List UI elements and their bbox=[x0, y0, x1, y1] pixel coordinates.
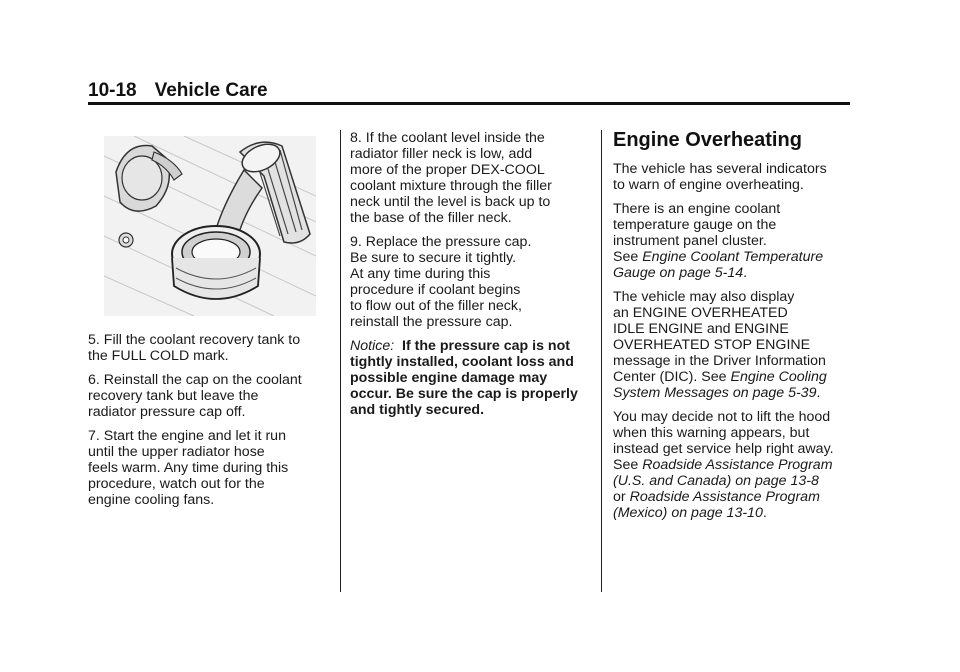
text-line: recovery tank but leave the bbox=[88, 388, 259, 404]
paragraph bbox=[613, 289, 863, 401]
step-5 bbox=[88, 332, 334, 364]
cross-reference-link[interactable]: Engine Coolant Temperature bbox=[642, 249, 824, 265]
step-6 bbox=[88, 372, 334, 420]
text-line: 7. Start the engine and let it run bbox=[88, 428, 286, 444]
text-line: 5. Fill the coolant recovery tank to bbox=[88, 332, 301, 348]
section-title: Vehicle Care bbox=[154, 80, 268, 101]
text-line: 8. If the coolant level inside the bbox=[350, 130, 545, 146]
section-heading: Engine Overheating bbox=[613, 129, 802, 151]
cross-reference-link[interactable]: Engine Cooling bbox=[730, 369, 827, 385]
text-line: to flow out of the filler neck, bbox=[350, 298, 522, 314]
cross-reference-link[interactable]: (U.S. and Canada) on page 13-8 bbox=[613, 473, 819, 489]
step-8 bbox=[350, 130, 598, 226]
text-line: an ENGINE OVERHEATED bbox=[613, 305, 788, 321]
text-line: when this warning appears, but bbox=[613, 425, 810, 441]
step-7 bbox=[88, 428, 334, 508]
text-see: See bbox=[613, 249, 639, 265]
text-line: until the upper radiator hose bbox=[88, 444, 265, 460]
text-line: The vehicle has several indicators bbox=[613, 161, 827, 177]
text-line: neck until the level is back up to bbox=[350, 194, 551, 210]
text-period: . bbox=[762, 505, 767, 521]
text-line: instead get service help right away. bbox=[613, 441, 834, 457]
text-period: . bbox=[743, 265, 748, 281]
text-line: Be sure to secure it tightly. bbox=[350, 250, 517, 266]
text-line: Center (DIC). See bbox=[613, 369, 727, 385]
text-line: more of the proper DEX-COOL bbox=[350, 162, 545, 178]
notice-text: and tightly secured. bbox=[350, 402, 485, 418]
text-line: instrument panel cluster. bbox=[613, 233, 767, 249]
text-or: or bbox=[613, 489, 626, 505]
header-rule bbox=[88, 102, 850, 105]
text-period: . bbox=[816, 385, 821, 401]
column-divider-1 bbox=[340, 130, 341, 592]
text-line: radiator pressure cap off. bbox=[88, 404, 246, 420]
text-line: feels warm. Any time during this bbox=[88, 460, 289, 476]
text-see: See bbox=[613, 457, 639, 473]
cross-reference-link[interactable]: Gauge on page 5-14 bbox=[613, 265, 744, 281]
step-9 bbox=[350, 234, 598, 330]
cross-reference-link[interactable]: Roadside Assistance Program bbox=[642, 457, 833, 473]
text-line: temperature gauge on the bbox=[613, 217, 777, 233]
text-line: At any time during this bbox=[350, 266, 491, 282]
page-header bbox=[88, 80, 268, 102]
paragraph bbox=[613, 161, 863, 193]
notice-text: occur. Be sure the cap is properly bbox=[350, 386, 578, 402]
cross-reference-link[interactable]: Roadside Assistance Program bbox=[629, 489, 820, 505]
text-line: 6. Reinstall the cap on the coolant bbox=[88, 372, 302, 388]
text-line: You may decide not to lift the hood bbox=[613, 409, 831, 425]
text-line: message in the Driver Information bbox=[613, 353, 826, 369]
text-line: procedure if coolant begins bbox=[350, 282, 521, 298]
radiator-filler-funnel-illustration bbox=[104, 136, 316, 316]
column-1 bbox=[88, 332, 334, 516]
cross-reference-link[interactable]: (Mexico) on page 13-10 bbox=[613, 505, 763, 521]
column-3 bbox=[613, 128, 863, 529]
text-line: the base of the filler neck. bbox=[350, 210, 512, 226]
notice-text: tightly installed, coolant loss and bbox=[350, 354, 574, 370]
cross-reference-link[interactable]: System Messages on page 5-39 bbox=[613, 385, 817, 401]
text-line: coolant mixture through the filler bbox=[350, 178, 552, 194]
text-line: to warn of engine overheating. bbox=[613, 177, 804, 193]
paragraph bbox=[613, 201, 863, 281]
text-line: the FULL COLD mark. bbox=[88, 348, 229, 364]
text-line: radiator filler neck is low, add bbox=[350, 146, 533, 162]
column-2 bbox=[350, 130, 598, 418]
text-line: The vehicle may also display bbox=[613, 289, 795, 305]
text-line: IDLE ENGINE and ENGINE bbox=[613, 321, 789, 337]
text-line: 9. Replace the pressure cap. bbox=[350, 234, 532, 250]
notice-label: Notice: bbox=[350, 338, 395, 354]
notice-text: possible engine damage may bbox=[350, 370, 548, 386]
text-line: There is an engine coolant bbox=[613, 201, 781, 217]
text-line: engine cooling fans. bbox=[88, 492, 215, 508]
column-divider-2 bbox=[601, 130, 602, 592]
notice-text: If the pressure cap is not bbox=[402, 338, 570, 354]
notice bbox=[350, 338, 598, 418]
page-number: 10-18 bbox=[88, 80, 137, 101]
paragraph bbox=[613, 409, 863, 521]
text-line: procedure, watch out for the bbox=[88, 476, 265, 492]
text-line: OVERHEATED STOP ENGINE bbox=[613, 337, 811, 353]
text-line: reinstall the pressure cap. bbox=[350, 314, 513, 330]
